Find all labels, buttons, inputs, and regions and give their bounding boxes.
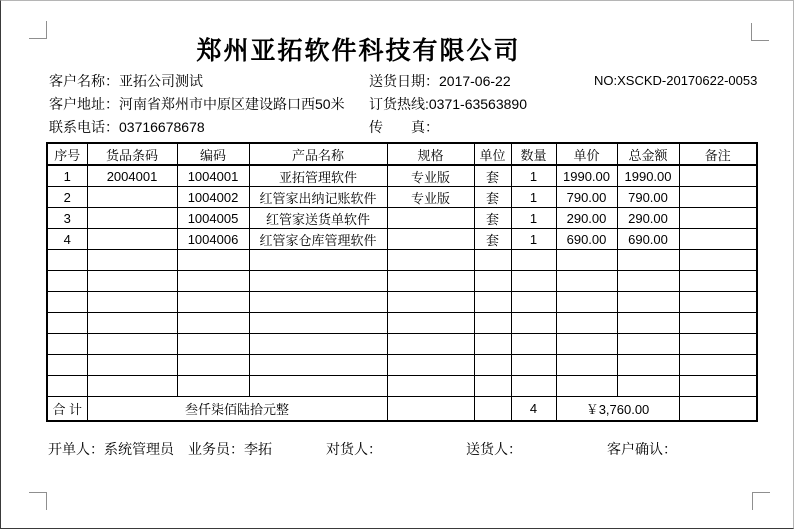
total-remark-cell bbox=[679, 397, 757, 422]
column-header: 编码 bbox=[177, 143, 249, 165]
table-cell bbox=[474, 292, 511, 313]
table-cell bbox=[679, 376, 757, 397]
table-cell: 1004002 bbox=[177, 187, 249, 208]
column-header: 备注 bbox=[679, 143, 757, 165]
table-cell bbox=[387, 376, 474, 397]
table-cell bbox=[47, 355, 87, 376]
table-cell bbox=[617, 292, 679, 313]
table-cell: 2004001 bbox=[87, 165, 177, 187]
table-cell: 亚拓管理软件 bbox=[249, 165, 387, 187]
table-cell bbox=[511, 355, 556, 376]
table-cell bbox=[617, 313, 679, 334]
table-cell bbox=[249, 334, 387, 355]
product-row bbox=[47, 187, 757, 208]
table-cell bbox=[47, 271, 87, 292]
table-cell: 1990.00 bbox=[617, 165, 679, 187]
table-cell bbox=[556, 292, 617, 313]
print-margin-mark-top-right bbox=[751, 23, 769, 41]
product-row bbox=[47, 208, 757, 229]
total-unit-cell bbox=[474, 397, 511, 422]
table-cell bbox=[556, 334, 617, 355]
table-cell: 套 bbox=[474, 187, 511, 208]
empty-row bbox=[47, 334, 757, 355]
table-cell: 3 bbox=[47, 208, 87, 229]
contact-phone: 联系电话：03716678678 bbox=[49, 119, 205, 135]
table-cell: 1004005 bbox=[177, 208, 249, 229]
table-cell: 290.00 bbox=[617, 208, 679, 229]
table-cell bbox=[249, 292, 387, 313]
order-hotline: 订货热线:0371-63563890 bbox=[369, 96, 527, 112]
table-cell: 红管家送货单软件 bbox=[249, 208, 387, 229]
table-cell bbox=[556, 313, 617, 334]
table-cell bbox=[47, 334, 87, 355]
table-cell: 790.00 bbox=[617, 187, 679, 208]
delivery-date: 送货日期：2017-06-22 bbox=[369, 73, 511, 89]
checker-signature: 对货人： bbox=[326, 441, 382, 457]
document-number: NO:XSCKD-20170622-0053 bbox=[594, 73, 758, 88]
column-header: 总金额 bbox=[617, 143, 679, 165]
table-cell bbox=[511, 250, 556, 271]
table-cell bbox=[87, 271, 177, 292]
table-cell bbox=[87, 250, 177, 271]
table-cell bbox=[177, 355, 249, 376]
table-cell bbox=[387, 250, 474, 271]
table-cell: 1 bbox=[511, 165, 556, 187]
table-cell bbox=[679, 250, 757, 271]
table-cell bbox=[387, 229, 474, 250]
table-cell bbox=[617, 271, 679, 292]
table-cell: 1004006 bbox=[177, 229, 249, 250]
table-cell bbox=[47, 313, 87, 334]
table-cell: 1 bbox=[47, 165, 87, 187]
table-cell: 2 bbox=[47, 187, 87, 208]
table-cell bbox=[177, 334, 249, 355]
table-cell bbox=[177, 250, 249, 271]
print-margin-mark-top-left bbox=[29, 21, 47, 39]
total-amount: ￥3,760.00 bbox=[556, 397, 679, 422]
table-cell bbox=[87, 229, 177, 250]
table-cell: 690.00 bbox=[556, 229, 617, 250]
table-cell bbox=[87, 355, 177, 376]
table-cell: 红管家仓库管理软件 bbox=[249, 229, 387, 250]
empty-row bbox=[47, 292, 757, 313]
signature-line bbox=[1, 439, 793, 457]
table-cell: 790.00 bbox=[556, 187, 617, 208]
table-cell: 1990.00 bbox=[556, 165, 617, 187]
table-cell: 690.00 bbox=[617, 229, 679, 250]
table-cell bbox=[556, 250, 617, 271]
customer-confirm-signature: 客户确认： bbox=[607, 441, 677, 457]
column-header: 货品条码 bbox=[87, 143, 177, 165]
table-cell bbox=[556, 376, 617, 397]
column-header: 数量 bbox=[511, 143, 556, 165]
total-spec-cell bbox=[387, 397, 474, 422]
company-title: 郑州亚拓软件科技有限公司 bbox=[196, 37, 521, 65]
table-cell: 1 bbox=[511, 208, 556, 229]
table-cell bbox=[556, 355, 617, 376]
product-row bbox=[47, 229, 757, 250]
table-cell bbox=[617, 355, 679, 376]
table-cell bbox=[474, 313, 511, 334]
table-cell bbox=[511, 334, 556, 355]
column-header: 单价 bbox=[556, 143, 617, 165]
table-cell bbox=[679, 334, 757, 355]
product-row bbox=[47, 165, 757, 187]
table-cell: 1 bbox=[511, 187, 556, 208]
table-cell bbox=[474, 250, 511, 271]
table-cell bbox=[249, 355, 387, 376]
table-cell bbox=[177, 313, 249, 334]
table-cell bbox=[249, 313, 387, 334]
amount-in-words: 叁仟柒佰陆拾元整 bbox=[87, 397, 387, 422]
column-header: 序号 bbox=[47, 143, 87, 165]
table-cell bbox=[387, 355, 474, 376]
column-header: 规格 bbox=[387, 143, 474, 165]
table-cell bbox=[47, 376, 87, 397]
table-cell: 套 bbox=[474, 208, 511, 229]
table-cell bbox=[387, 334, 474, 355]
table-cell bbox=[511, 292, 556, 313]
table-body bbox=[47, 165, 757, 397]
products-table bbox=[46, 142, 758, 422]
table-cell bbox=[679, 208, 757, 229]
table-cell: 专业版 bbox=[387, 165, 474, 187]
table-cell bbox=[679, 313, 757, 334]
total-label: 合 计 bbox=[47, 397, 87, 422]
table-cell bbox=[177, 292, 249, 313]
print-margin-mark-bottom-right bbox=[752, 492, 770, 510]
table-cell bbox=[87, 313, 177, 334]
table-cell: 套 bbox=[474, 165, 511, 187]
table-cell bbox=[87, 208, 177, 229]
table-cell bbox=[177, 376, 249, 397]
table-cell bbox=[387, 292, 474, 313]
table-cell bbox=[617, 376, 679, 397]
table-cell bbox=[679, 165, 757, 187]
table-cell bbox=[679, 271, 757, 292]
print-margin-mark-bottom-left bbox=[29, 492, 47, 510]
table-header-row bbox=[47, 143, 757, 165]
table-cell bbox=[47, 292, 87, 313]
table-cell: 1004001 bbox=[177, 165, 249, 187]
table-cell bbox=[511, 376, 556, 397]
table-cell bbox=[87, 334, 177, 355]
customer-name: 客户名称：亚拓公司测试 bbox=[49, 73, 203, 89]
empty-row bbox=[47, 355, 757, 376]
table-cell bbox=[556, 271, 617, 292]
table-cell: 290.00 bbox=[556, 208, 617, 229]
total-quantity: 4 bbox=[511, 397, 556, 422]
table-cell bbox=[87, 292, 177, 313]
table-cell bbox=[387, 271, 474, 292]
table-cell bbox=[47, 250, 87, 271]
empty-row bbox=[47, 376, 757, 397]
table-cell bbox=[249, 271, 387, 292]
column-header: 产品名称 bbox=[249, 143, 387, 165]
table-cell bbox=[474, 271, 511, 292]
empty-row bbox=[47, 313, 757, 334]
table-cell bbox=[474, 355, 511, 376]
table-cell bbox=[679, 292, 757, 313]
table-cell: 红管家出纳记账软件 bbox=[249, 187, 387, 208]
table-cell bbox=[679, 355, 757, 376]
table-cell bbox=[249, 376, 387, 397]
table-cell bbox=[177, 271, 249, 292]
table-cell bbox=[679, 229, 757, 250]
fax-label: 传 真： bbox=[369, 119, 439, 135]
table-cell: 套 bbox=[474, 229, 511, 250]
table-cell bbox=[617, 250, 679, 271]
table-cell bbox=[511, 313, 556, 334]
column-header: 单位 bbox=[474, 143, 511, 165]
empty-row bbox=[47, 271, 757, 292]
empty-row bbox=[47, 250, 757, 271]
table-cell bbox=[474, 334, 511, 355]
table-cell bbox=[87, 187, 177, 208]
table-cell bbox=[617, 334, 679, 355]
table-cell bbox=[511, 271, 556, 292]
table-cell bbox=[87, 376, 177, 397]
table-cell: 4 bbox=[47, 229, 87, 250]
customer-address: 客户地址：河南省郑州市中原区建设路口西50米 bbox=[49, 96, 345, 112]
table-cell bbox=[387, 208, 474, 229]
table-cell: 1 bbox=[511, 229, 556, 250]
table-cell bbox=[679, 187, 757, 208]
total-row bbox=[47, 397, 757, 422]
table-cell bbox=[249, 250, 387, 271]
maker-signature: 开单人：系统管理员 bbox=[48, 441, 174, 457]
deliverer-signature: 送货人： bbox=[466, 441, 522, 457]
table-cell: 专业版 bbox=[387, 187, 474, 208]
table-cell bbox=[387, 313, 474, 334]
table-cell bbox=[474, 376, 511, 397]
salesman-signature: 业务员：李拓 bbox=[188, 441, 272, 457]
